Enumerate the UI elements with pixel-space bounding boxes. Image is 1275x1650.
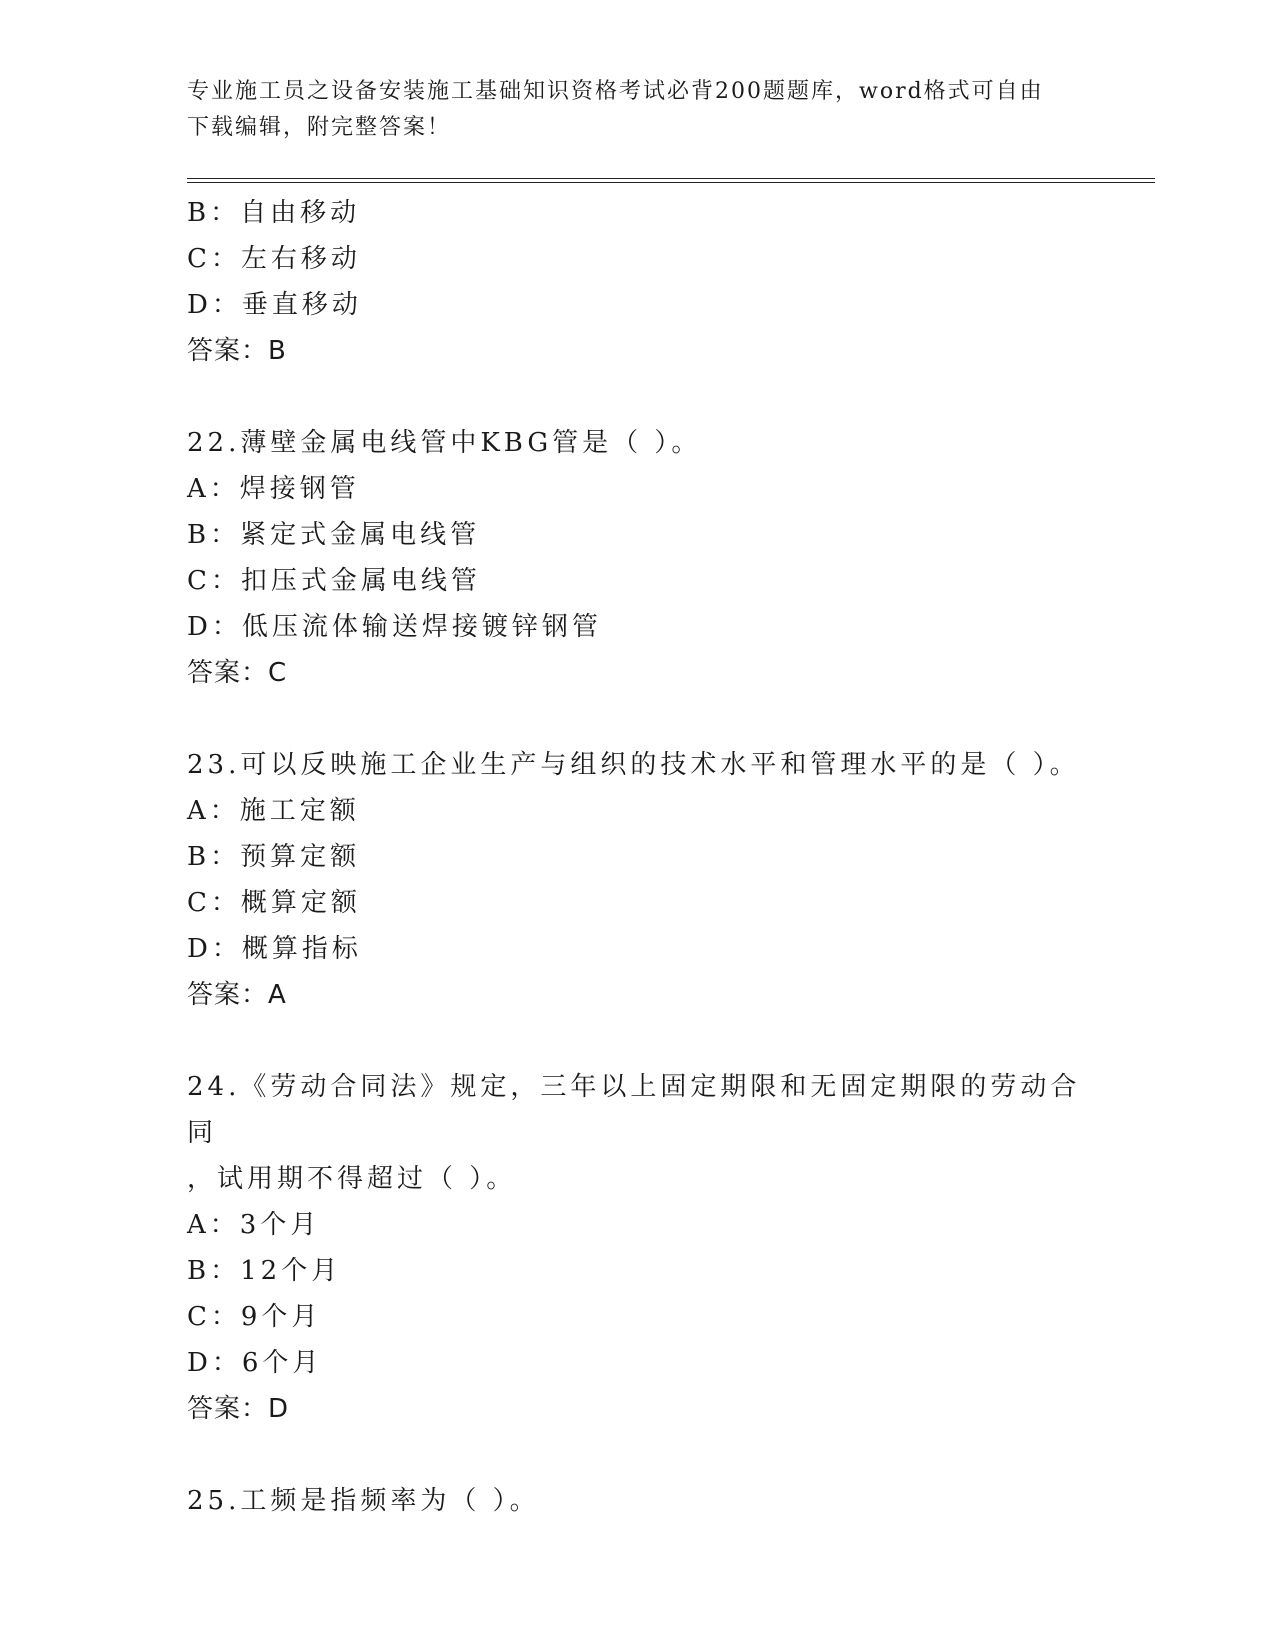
answer: 答案：D xyxy=(187,1394,290,1424)
question-21-continuation xyxy=(187,190,1087,374)
option-d: D：低压流体输送焊接镀锌钢管 xyxy=(187,612,602,642)
question-24 xyxy=(187,1064,1087,1432)
question-22 xyxy=(187,420,1087,696)
question-25 xyxy=(187,1478,1087,1524)
question-text: 23.可以反映施工企业生产与组织的技术水平和管理水平的是（ ）。 xyxy=(187,750,1080,780)
spacer xyxy=(187,374,1087,420)
answer: 答案：A xyxy=(187,980,287,1010)
option-c: C：9个月 xyxy=(187,1302,322,1332)
spacer xyxy=(187,696,1087,742)
option-a: A：3个月 xyxy=(187,1210,321,1240)
option-d: D：垂直移动 xyxy=(187,290,362,320)
option-c: C：左右移动 xyxy=(187,244,361,274)
option-d: D：6个月 xyxy=(187,1348,323,1378)
spacer xyxy=(187,1018,1087,1064)
question-text-line-2: ，试用期不得超过（ ）。 xyxy=(187,1164,517,1194)
header-divider xyxy=(187,178,1155,183)
header-line-1: 专业施工员之设备安装施工基础知识资格考试必背200题题库，word格式可自由 xyxy=(187,79,1044,104)
option-b: B：自由移动 xyxy=(187,198,361,228)
option-c: C：概算定额 xyxy=(187,888,361,918)
question-list xyxy=(187,190,1087,1524)
option-b: B：预算定额 xyxy=(187,842,361,872)
question-text-line-1: 24.《劳动合同法》规定，三年以上固定期限和无固定期限的劳动合同 xyxy=(187,1072,1081,1148)
answer: 答案：B xyxy=(187,336,287,366)
question-text: 22.薄壁金属电线管中KBG管是（ ）。 xyxy=(187,428,702,458)
option-b: B：12个月 xyxy=(187,1256,342,1286)
question-text: 25.工频是指频率为（ ）。 xyxy=(187,1486,540,1516)
option-d: D：概算指标 xyxy=(187,934,362,964)
header-line-2: 下载编辑，附完整答案！ xyxy=(187,115,452,140)
option-b: B：紧定式金属电线管 xyxy=(187,520,481,550)
question-23 xyxy=(187,742,1087,1018)
spacer xyxy=(187,1432,1087,1478)
option-c: C：扣压式金属电线管 xyxy=(187,566,481,596)
option-a: A：焊接钢管 xyxy=(187,474,360,504)
answer: 答案：C xyxy=(187,658,288,688)
option-a: A：施工定额 xyxy=(187,796,360,826)
document-header xyxy=(187,74,1067,146)
